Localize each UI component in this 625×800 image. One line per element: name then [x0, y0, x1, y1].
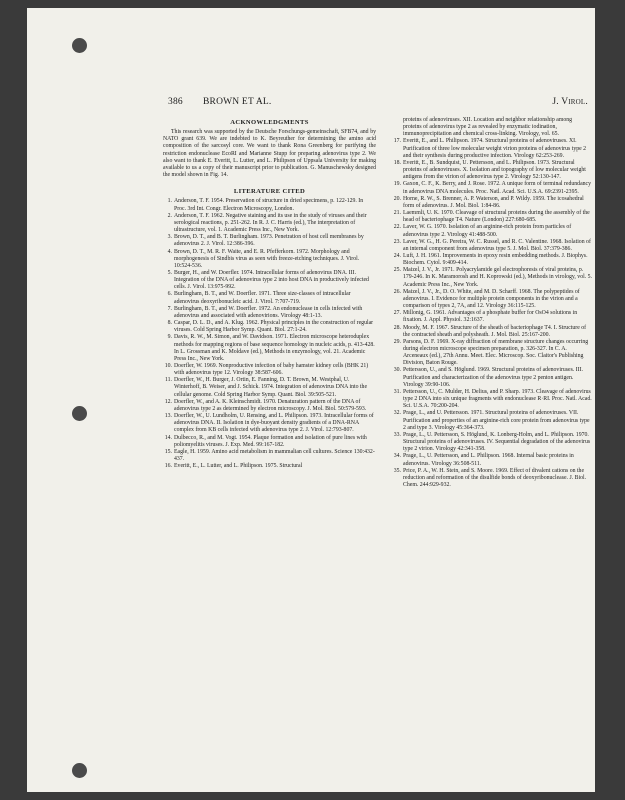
reference-text: Pettersson, U., and S. Höglund. 1969. Structural proteins of adenoviruses. III. Purification and characterization of the adenovirus type 2 penton antigen. Virology 39:90-106. — [403, 367, 583, 388]
reference-number: 15. — [164, 448, 172, 455]
reference-item — [163, 320, 376, 334]
reference-number: 17. — [393, 138, 401, 145]
reference-text: Price, P. A., W. H. Stein, and S. Moore. 1969. Effect of divalent cations on the reduction and reformation of the disulfide bonds of deoxyribonuclease. J. Biol. Chem. 244:929-932. — [403, 467, 587, 488]
reference-item — [392, 196, 592, 210]
reference-item — [163, 435, 376, 449]
binder-hole — [72, 406, 87, 421]
reference-text: Davis, R. W., M. Simon, and W. Davidson. 1971. Electron microscope heteroduplex methods for mapping regions of base sequence homology in nucleic acids, p. 413-428. In L. Grossman and K. Moldave (ed.), Methods in enzymology, vol. 21. Academic Press Inc., New York. — [174, 334, 375, 362]
reference-number: 29. — [393, 338, 401, 345]
reference-item — [392, 224, 592, 238]
reference-number: 3. — [167, 234, 172, 241]
reference-item — [392, 267, 592, 288]
reference-number: 2. — [167, 212, 172, 219]
reference-number: 35. — [393, 467, 401, 474]
reference-item — [392, 453, 592, 467]
literature-heading: LITERATURE CITED — [233, 188, 306, 196]
reference-item — [163, 249, 376, 270]
reference-item — [163, 413, 376, 434]
reference-number: 8. — [167, 320, 172, 327]
reference-text: Brown, D. T., and B. T. Burlingham. 1973. Penetration of host cell membranes by adenovirus 2. J. Virol. 12:386-396. — [174, 234, 364, 248]
reference-text: Anderson, T. F. 1954. Preservation of structure in dried specimens, p. 122-129. In Proc. 3rd Int. Congr. Electron Microscopy, London. — [174, 198, 364, 212]
reference-text: Eagle, H. 1959. Amino acid metabolism in mammalian cell cultures. Science 130:432-437. — [174, 448, 375, 463]
reference-text: Prage, L., U. Pettersson, and L. Philipson. 1968. Internal basic proteins in adenovirus. Virology 36:508-511. — [403, 453, 574, 467]
reference-item — [392, 289, 592, 310]
reference-number: 4. — [167, 248, 172, 255]
acknowledgments-heading: ACKNOWLEDGMENTS — [230, 119, 309, 126]
reference-item — [392, 339, 592, 368]
reference-item — [392, 181, 592, 195]
reference-text: Doerfler, W., U. Lundholm, U. Rensing, and L. Philipson. 1973. Intracellular forms of adenovirus DNA. II. Isolation in dye-buoyant density gradients of a DNA-RNA complex from KB cells infected with adenovirus type 2. J. Virol. 12:793-807. — [174, 413, 374, 434]
reference-number: 21. — [393, 210, 401, 217]
reference-item — [392, 239, 592, 253]
reference-number: 31. — [393, 388, 401, 395]
reference-text: Prage, L., and U. Pettersson. 1971. Structural proteins of adenoviruses. VII. Purification and properties of an arginine-rich core protein from adenovirus type 2 and type 3. Virology 45:364-373. — [403, 410, 590, 431]
reference-number: 23. — [393, 238, 401, 245]
reference-list-right — [392, 138, 592, 489]
reference-item — [163, 449, 376, 463]
reference-text: Burger, H., and W. Doerfler. 1974. Intracellular forms of adenovirus DNA. III. Integration of the DNA of adenovirus type 2 into host DNA in productively infected cells. J. Virol. 13:975-992. — [174, 269, 369, 291]
reference-text: Dulbecco, R., and M. Vogt. 1954. Plaque formation and isolation of pure lines with poliomyelitis viruses. J. Exp. Med. 99:167-182. — [174, 434, 367, 448]
reference-number: 18. — [393, 159, 401, 166]
reference-text: Maizel, J. V., Jr., D. O. White, and M. D. Scharff. 1968. The polypeptides of adenovirus. I. Evidence for multiple protein components in the virion and a comparison of types 2, 7A, and 12. Virology 36:115-125. — [403, 288, 580, 310]
reference-text: Doerfler, W., H. Burger, J. Ortin, E. Fanning, D. T. Brown, M. Westphal, U. Winterhoff, B. Weiser, and J. Schick. 1974. Integration of adenovirus DNA into the cellular genome. Cold Spring Harbor Symp. Quant. Biol. 39:505-521. — [174, 377, 368, 398]
reference-continuation: proteins of adenoviruses. XII. Location and neighbor relationship among proteins of adenovirus type 2 as revealed by enzymatic iodination, immunoprecipitation and chemical cross-linking. Virology, vol. 65. — [403, 117, 573, 138]
page-number: 386 — [168, 97, 183, 107]
reference-item — [392, 253, 592, 267]
reference-number: 25. — [393, 267, 401, 274]
reference-text: Brown, D. T., M. R. F. Waite, and E. R. Pfefferkorn. 1972. Morphology and morphogenesis of Sindbis virus as seen with freeze-etching techniques. J. Virol. 10:524-536. — [174, 248, 360, 269]
reference-number: 6. — [167, 291, 172, 298]
reference-text: Millonig, G. 1961. Advantages of a phosphate buffer for OsO4 solutions in fixation. J. Appl. Physiol. 32:1637. — [403, 310, 578, 324]
reference-number: 7. — [167, 305, 172, 312]
reference-number: 12. — [164, 398, 172, 405]
reference-list-left — [163, 198, 376, 470]
reference-item — [163, 234, 376, 248]
reference-number: 28. — [393, 324, 401, 331]
reference-number: 22. — [393, 224, 401, 231]
reference-text: Prage, L., U. Pettersson, S. Höglund, K. Lonberg-Holm, and L. Philipson. 1970. Structural proteins of adenoviruses. IV. Sequential degradation of the adenovirus type 2 virion. Virology 42:341-358. — [403, 431, 591, 453]
reference-number: 1. — [167, 198, 172, 205]
reference-text: Laver, W. G., H. G. Pereira, W. C. Russel, and R. C. Valentine. 1968. Isolation of an internal component from adenovirus type 5. J. Mol. Biol. 37:379-386. — [403, 238, 591, 252]
reference-number: 11. — [164, 377, 172, 384]
reference-text: Gaxon, C. F., K. Berry, and J. Rose. 1972. A unique form of terminal redundancy in adenovirus DNA molecules. Proc. Natl. Acad. Sci. U.S.A. 69:2391-2395. — [403, 181, 592, 195]
reference-item — [163, 463, 376, 470]
journal-name: J. Virol. — [552, 97, 588, 107]
reference-item — [392, 367, 592, 388]
reference-text: Everitt, E., and L. Philipson. 1974. Structural proteins of adenoviruses. XI. Purification of three low molecular weight virion proteins of adenovirus type 2 and their synthesis during productive infection. Virology 62:253-269. — [403, 138, 587, 159]
reference-text: Parsons, D. F. 1969. X-ray diffraction of membrane structure changes occurring during electron microscope specimen preparation, p. 326-327. In C. A. Arceneaux (ed.), 27th Annu. Meet. Elec. Microscop. Soc. Claitor's Publishing Division, Baton Rouge. — [403, 338, 589, 367]
reference-item — [392, 468, 592, 489]
reference-number: 14. — [164, 434, 172, 441]
reference-number: 5. — [167, 269, 172, 276]
reference-text: Luft, J. H. 1961. Improvements in epoxy resin embedding methods. J. Biophys. Biochem. Cytol. 9:409-414. — [403, 252, 588, 267]
left-column — [163, 117, 376, 470]
reference-item — [392, 160, 592, 181]
binder-hole — [72, 763, 87, 778]
running-authors: BROWN ET AL. — [203, 97, 272, 107]
reference-text: Moody, M. F. 1967. Structure of the sheath of bacteriophage T4. I. Structure of the contracted sheath and polysheath. J. Mol. Biol. 25:167-200. — [403, 324, 587, 338]
binder-hole — [72, 38, 87, 53]
reference-item — [392, 310, 592, 324]
reference-number: 20. — [393, 195, 401, 202]
reference-item — [163, 198, 376, 212]
reference-text: Doerfler, W. 1969. Nonproductive infection of baby hamster kidney cells (BHK 21) with adenovirus type 12. Virology 38:587-606. — [174, 363, 369, 377]
acknowledgments-text: This research was supported by the Deutsche Forschungs-gemeinschaft, SFB74, and by NATO grant 639. We are indebted to K. Beyreuther for determining the amino acid composition of the sarcosyl core. We want to thank Rona Greenberg for purifying the restriction endonuclease EcoRI and Marianne Stupp for preparing adenovirus type 2. We also want to thank E. Everitt, L. Lutter, and L. Philipson of Uppsala University for making available to us a copy of their manuscript prior to publication. G. Manuschewsky designed the model shown in Fig. 14. — [163, 129, 376, 179]
reference-text: Maizel, J. V., Jr. 1971. Polyacrylamide gel electrophoresis of viral proteins, p. 179-246. In K. Maramorosh and H. Koprowski (ed.), Methods in virology, vol. 5. Academic Press Inc., New York. — [403, 267, 592, 288]
reference-text: Doerfler, W., and A. K. Kleinschmidt. 1970. Denaturation pattern of the DNA of adenovirus type 2 as determined by electron microscopy. J. Mol. Biol. 50:579-593. — [174, 398, 367, 412]
reference-text: Laver, W. G. 1970. Isolation of an arginine-rich protein from particles of adenovirus type 2. Virology 41:488-500. — [403, 224, 572, 238]
reference-number: 27. — [393, 310, 401, 317]
reference-item — [392, 210, 592, 224]
reference-item — [163, 377, 376, 398]
reference-item — [163, 270, 376, 291]
reference-number: 16. — [164, 463, 172, 470]
reference-item — [163, 306, 376, 320]
reference-text: Burlingham, B. T., and W. Doerfler. 1972. An endonuclease in cells infected with adenovirus and associated with adenovirions. Virology 48:1-13. — [174, 305, 363, 319]
reference-item — [163, 363, 376, 377]
reference-item — [392, 138, 592, 159]
reference-text: Horne, R. W., S. Brenner, A. P. Waterson, and P. Wildy. 1959. The icosahedral form of adenovirus. J. Mol. Biol. 1:84-86. — [403, 195, 584, 209]
reference-item — [163, 213, 376, 234]
reference-item — [163, 399, 376, 413]
reference-number: 24. — [393, 252, 401, 259]
reference-text: Everitt, E., B. Sundquist, U. Pettersson, and L. Philipson. 1973. Structural proteins of adenoviruses. X. Isolation and topography of low molecular weight antigens from the virion of adenovirus type 2. Virology 52:130-147. — [403, 159, 586, 181]
reference-item — [163, 334, 376, 363]
reference-item — [392, 410, 592, 431]
reference-item — [392, 432, 592, 453]
reference-text: Burlingham, B. T., and W. Doerfler. 1971. Three size-classes of intracellular adenovirus deoxyribonucleic acid. J. Virol. 7:707-719. — [174, 291, 351, 305]
reference-number: 13. — [164, 413, 172, 420]
reference-number: 33. — [393, 431, 401, 438]
reference-item — [163, 291, 376, 305]
reference-text: Caspar, D. L. D., and A. Klug. 1962. Physical principles in the construction of regular viruses. Cold Spring Harbor Symp. Quant. Biol. 27:1-24. — [174, 320, 374, 334]
reference-number: 26. — [393, 288, 401, 295]
right-column — [392, 117, 592, 489]
reference-text: Everitt, E., L. Lutter, and L. Philipson. 1975. Structural — [174, 463, 303, 470]
reference-number: 32. — [393, 410, 401, 417]
reference-number: 30. — [393, 367, 401, 374]
reference-text: Pettersson, U., C. Mulder, H. Delius, and P. Sharp. 1973. Cleavage of adenovirus type 2 DNA into six unique fragments with endonuclease R·RI. Proc. Natl. Acad. Sci. U.S.A. 70:200-204. — [403, 388, 592, 410]
reference-text: Anderson, T. F. 1962. Negative staining and its use in the study of viruses and their serological reactions, p. 251-262. In R. J. C. Harris (ed.), The interpretation of ultrastructure, vol. 1. Academic Press Inc., New York. — [174, 212, 367, 234]
reference-number: 19. — [393, 181, 401, 188]
reference-item — [392, 325, 592, 339]
reference-number: 10. — [164, 363, 172, 369]
reference-number: 9. — [167, 334, 172, 341]
reference-text: Laemmli, U. K. 1970. Cleavage of structural proteins during the assembly of the head of bacteriophage T4. Nature (London) 227:680-685. — [403, 210, 590, 224]
reference-item — [392, 389, 592, 410]
reference-number: 34. — [393, 453, 401, 460]
